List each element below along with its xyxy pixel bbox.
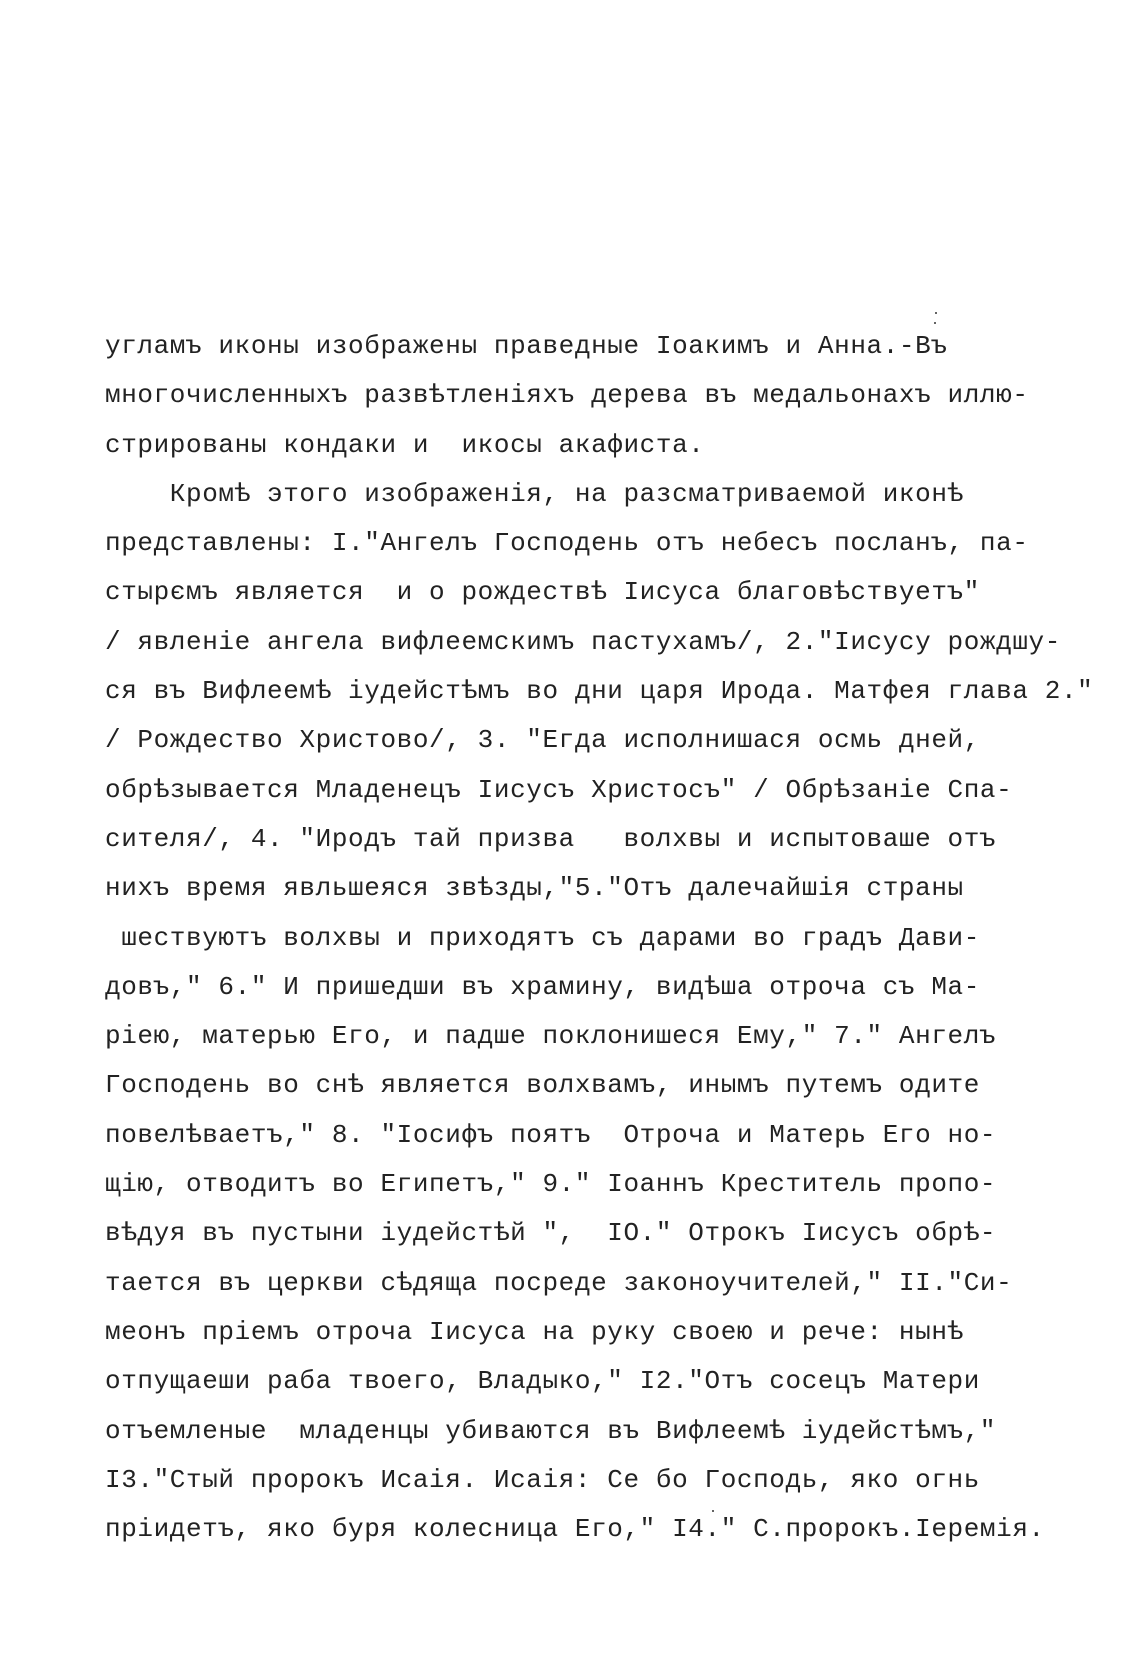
text-line: стрированы кондаки и икосы акафиста. [105, 429, 705, 460]
text-line: сителя/, 4. "Иродъ тай призва волхвы и испытоваше отъ [105, 823, 997, 854]
text-line: отъемленые младенцы убиваются въ Вифлеемѣ іудейстѣмъ," [105, 1415, 997, 1446]
stray-mark [935, 312, 937, 314]
text-line: / Рождество Христово/, 3. "Егда исполнишася осмь дней, [105, 725, 980, 756]
text-line: стырємъ является и о рождествѣ Іисуса благовѣствуетъ" [105, 577, 980, 608]
text-line: шествуютъ волхвы и приходятъ съ дарами во градъ Дави- [105, 922, 980, 953]
text-line: довъ," 6." И пришедши въ храмину, видѣша отроча съ Ма- [105, 971, 980, 1002]
text-line: пріидетъ, яко буря колесница Его," I4." С.пророкъ.Іеремія. [105, 1514, 1045, 1545]
typewritten-text-block [105, 322, 1115, 1554]
text-line: ріею, матерью Его, и падше поклонишеся Ему," 7." Ангелъ [105, 1021, 997, 1052]
text-line: ся въ Вифлеемѣ іудейстѣмъ во дни царя Ирода. Матфея глава 2." [105, 676, 1094, 707]
paragraph-start-line: Кромѣ этого изображенія, на разсматриваемой иконѣ [105, 478, 964, 509]
text-line: повелѣваетъ," 8. "Іосифъ поятъ Отроча и Матерь Его но- [105, 1119, 997, 1150]
text-line: нихъ время явльшеяся звѣзды,"5."Отъ далечайшія страны [105, 873, 964, 904]
text-line: отпущаеши раба твоего, Владыко," I2."Отъ сосецъ Матери [105, 1366, 980, 1397]
text-line: I3."Стый пророкъ Исаія. Исаія: Се бо Господь, яко огнь [105, 1464, 980, 1495]
text-line: щію, отводитъ во Египетъ," 9." Іоаннъ Креститель пропо- [105, 1169, 997, 1200]
text-line: угламъ иконы изображены праведные Іоакимъ и Анна.-Въ [105, 331, 948, 361]
text-line: обрѣзывается Младенецъ Іисусъ Христосъ" / Обрѣзаніе Спа- [105, 774, 1013, 805]
text-line: тается въ церкви сѣдяща посреде законоучителей," II."Си- [105, 1267, 1013, 1298]
stray-mark [934, 322, 936, 324]
text-line: представлены: I."Ангелъ Господень отъ небесъ посланъ, па- [105, 528, 1029, 559]
text-line: вѣдуя въ пустыни іудейстѣй ", IO." Отрокъ Іисусъ обрѣ- [105, 1218, 997, 1249]
text-line: многочисленныхъ развѣтленіяхъ дерева въ медальонахъ иллю- [105, 380, 1029, 411]
stray-mark [712, 1510, 714, 1512]
text-line: / явленіе ангела вифлеемскимъ пастухамъ/, 2."Іисусу рождшу- [105, 626, 1061, 657]
text-line: меонъ пріемъ отроча Іисуса на руку своею и рече: нынѣ [105, 1316, 964, 1347]
text-line: Господень во снѣ является волхвамъ, инымъ путемъ одите [105, 1070, 980, 1101]
